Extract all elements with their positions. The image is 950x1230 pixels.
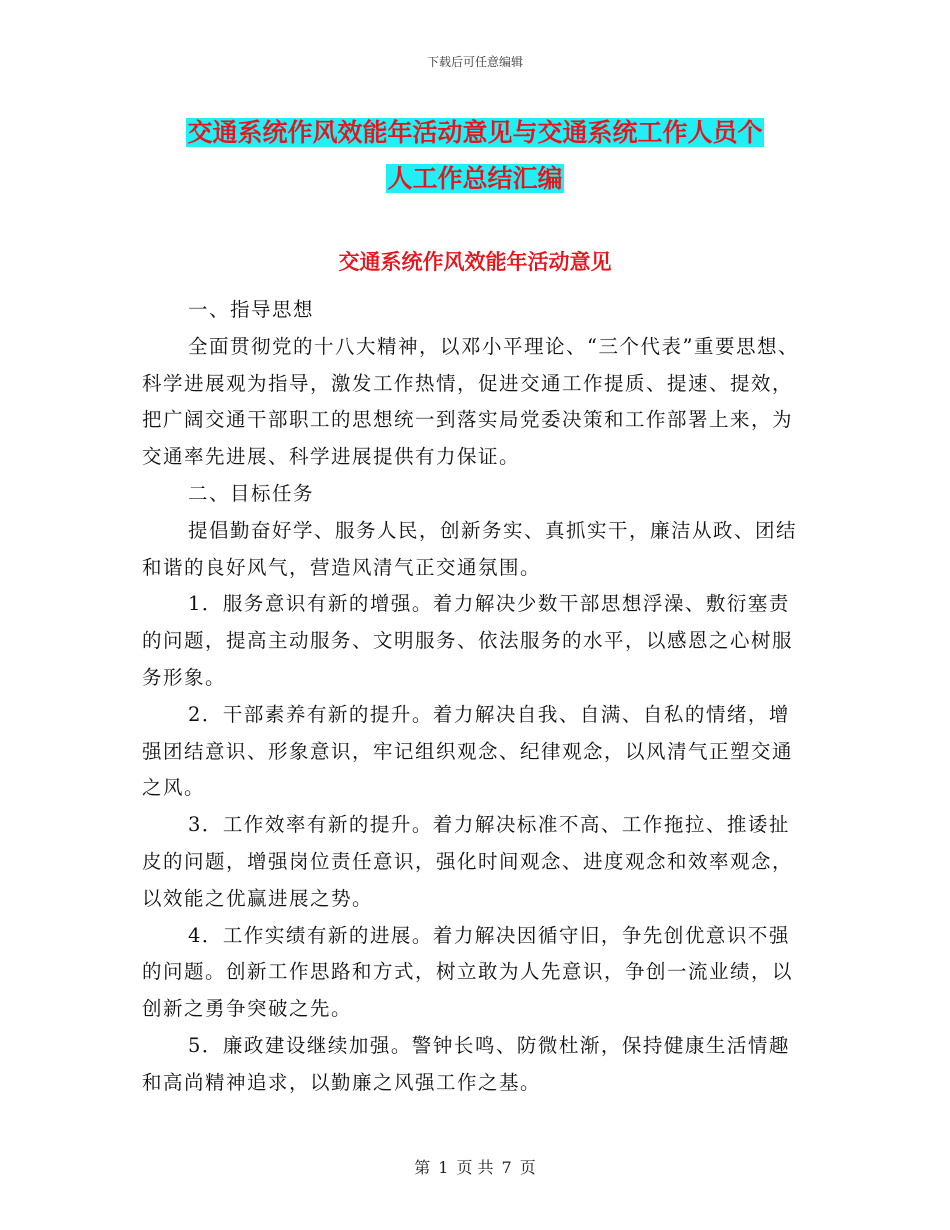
list-item: 1．服务意识有新的增强。着力解决少数干部思想浮澡、敷衍塞责的问题，提高主动服务、文明服务、依法服务的水平，以感恩之心树服务形象。: [142, 592, 794, 689]
document-title: [0, 110, 950, 202]
footer-prefix: 第: [414, 1158, 431, 1177]
paragraph: 提倡勤奋好学、服务人民，创新务实、真抓实干，廉洁从政、团结和谐的良好风气，营造风清气正交通氛围。: [142, 518, 798, 579]
list-item: 2．干部素养有新的提升。着力解决自我、自满、自私的情绪，增强团结意识、形象意识，牢记组织观念、纪律观念，以风清气正塑交通之风。: [142, 702, 794, 800]
section-title: 交通系统作风效能年活动意见: [338, 250, 612, 274]
header-note: 下载后可任意编辑: [426, 55, 523, 69]
list-item: 3．工作效率有新的提升。着力解决标准不高、工作拖拉、推诿扯皮的问题，增强岗位责任意识，强化时间观念、进度观念和效率观念，以效能之优赢进展之势。: [142, 813, 794, 910]
current-page-number: 1: [438, 1158, 449, 1177]
list-item: 4．工作实绩有新的进展。着力解决因循守旧，争先创优意识不强的问题。创新工作思路和方式，树立敢为人先意识，争创一流业绩，以创新之勇争突破之先。: [142, 923, 794, 1021]
footer-middle: 页 共: [456, 1158, 494, 1177]
heading-goals-tasks: 二、目标任务: [188, 481, 315, 505]
document-title-line-2: 人工作总结汇编: [387, 164, 563, 193]
document-title-line-1: 交通系统作风效能年活动意见与交通系统工作人员个: [187, 118, 763, 147]
page-footer: [0, 1155, 950, 1178]
footer-suffix: 页: [519, 1158, 536, 1177]
list-item: 5．廉政建设继续加强。警钟长鸣、防微杜渐，保持健康生活情趣和高尚精神追求，以勤廉之风强工作之基。: [142, 1033, 790, 1094]
total-pages-number: 7: [501, 1158, 512, 1177]
paragraph: 全面贯彻党的十八大精神，以邓小平理论、“三个代表”重要思想、科学进展观为指导，激发工作热情，促进交通工作提质、提速、提效，把广阔交通干部职工的思想统一到落实局党委决策和工作部署上来，为交通率先进展、科学进展提供有力保证。: [142, 334, 799, 469]
heading-guiding-thought: 一、指导思想: [188, 298, 315, 321]
document-body: [142, 292, 810, 1102]
